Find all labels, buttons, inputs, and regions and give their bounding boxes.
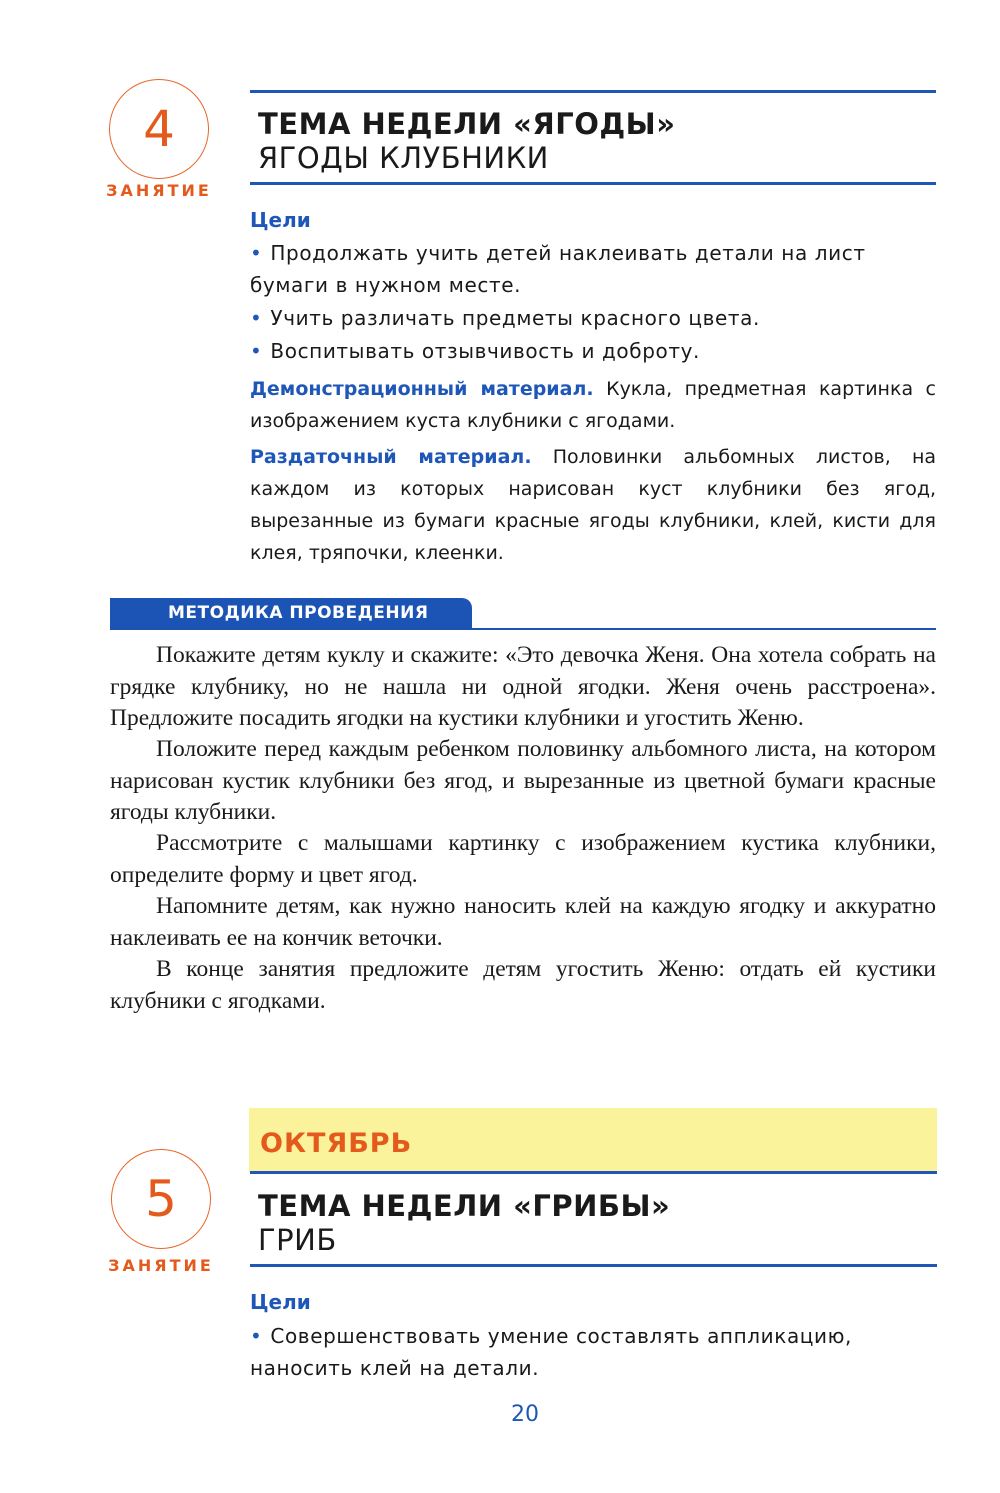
method-paragraph: Покажите детям куклу и скажите: «Это девочка Женя. Она хотела собрать на грядке клубнику, но не нашла ни одной ягодки. Женя очень расстроена». Предложите посадить ягодки на кустики клубники и угостить Женю. xyxy=(110,642,936,731)
theme-subtitle: ЯГОДЫ КЛУБНИКИ xyxy=(258,141,549,175)
bullet-icon: • xyxy=(250,339,263,363)
theme-title: ТЕМА НЕДЕЛИ «ГРИБЫ» xyxy=(258,1189,671,1223)
header-bottom-rule xyxy=(250,1264,937,1267)
bullet-icon: • xyxy=(250,241,263,265)
goals-title: Цели xyxy=(250,1290,311,1314)
goal-item: • Учить различать предметы красного цвета. xyxy=(250,306,760,330)
lesson-label: ЗАНЯТИЕ xyxy=(106,181,212,200)
header-bottom-rule xyxy=(250,182,936,185)
handout-material-lead: Раздаточный материал. xyxy=(250,446,532,468)
method-paragraph: Напомните детям, как нужно наносить клей на каждую ягодку и аккуратно наклеивать ее на кончик веточки. xyxy=(110,893,936,951)
method-paragraph: Рассмотрите с малышами картинку с изображением кустика клубники, определите форму и цвет ягод. xyxy=(110,830,936,888)
page-number: 20 xyxy=(511,1402,539,1427)
demo-material xyxy=(250,373,936,437)
goal-item: • Воспитывать отзывчивость и доброту. xyxy=(250,339,700,363)
handout-material-text: Половинки альбомных листов, на каждом из которых нарисован куст клубники без ягод, вырезанные из бумаги красные ягоды клубники, клей, кисти для клея, тряпочки, клеенки. xyxy=(250,446,937,564)
goal-item: • Продолжать учить детей наклеивать детали на лист бумаги в нужном месте. xyxy=(250,241,866,297)
month-band xyxy=(249,1108,937,1172)
method-paragraph: Положите перед каждым ребенком половинку альбомного листа, на котором нарисован кустик клубники без ягод, и вырезанные из цветной бумаги красные ягоды клубники. xyxy=(110,736,936,825)
month-title: ОКТЯБРЬ xyxy=(260,1128,413,1159)
lesson-number: 5 xyxy=(145,1170,177,1228)
goal-item: • Совершенствовать умение составлять аппликацию, наносить клей на детали. xyxy=(250,1324,853,1380)
lesson-label: ЗАНЯТИЕ xyxy=(108,1256,214,1275)
lesson-number-badge xyxy=(109,79,209,179)
lesson-number: 4 xyxy=(143,100,175,158)
handout-material xyxy=(250,441,936,569)
bullet-icon: • xyxy=(250,306,263,330)
method-header xyxy=(110,598,472,629)
header-top-rule xyxy=(250,90,936,93)
bullet-icon: • xyxy=(250,1324,263,1348)
demo-material-text: Кукла, предметная картинка с изображением куста клубники с ягодами. xyxy=(250,378,937,432)
lesson-number-badge xyxy=(111,1149,211,1249)
goals-title: Цели xyxy=(250,208,311,232)
theme-title: ТЕМА НЕДЕЛИ «ЯГОДЫ» xyxy=(258,107,676,141)
demo-material-lead: Демонстрационный материал. xyxy=(250,378,594,400)
method-paragraph: В конце занятия предложите детям угостить Женю: отдать ей кустики клубники с ягодками. xyxy=(110,956,936,1014)
month-rule xyxy=(250,1171,937,1174)
theme-subtitle: ГРИБ xyxy=(258,1223,337,1257)
method-title: МЕТОДИКА ПРОВЕДЕНИЯ xyxy=(168,603,429,623)
method-rule xyxy=(110,628,936,630)
